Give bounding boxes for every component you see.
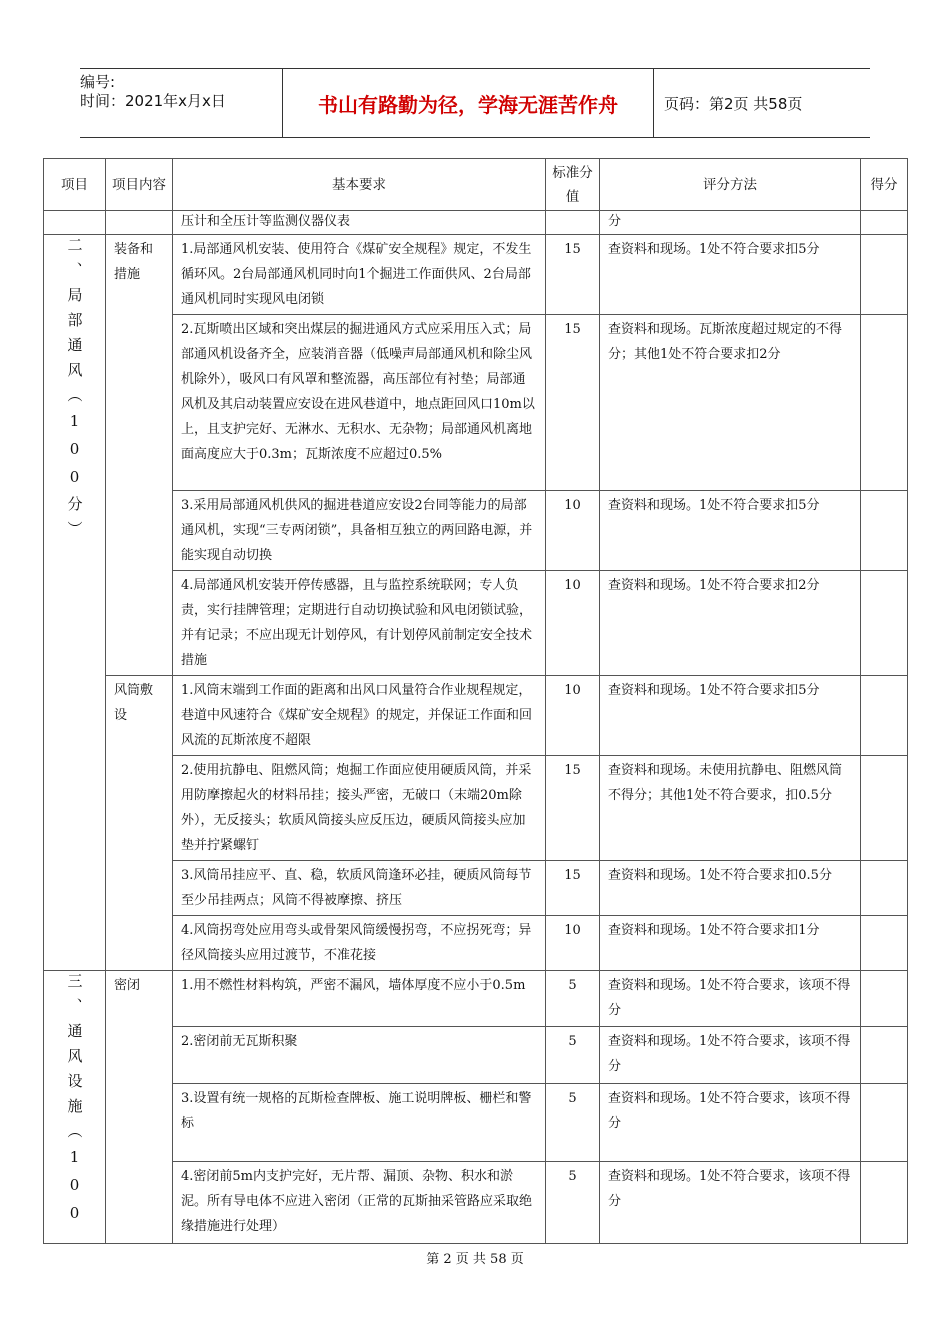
header-content: 项目内容 <box>106 159 173 211</box>
requirement-cell: 2.使用抗静电、阻燃风筒；炮掘工作面应使用硬质风筒，并采用防摩擦起火的材料吊挂；接头严密，无破口（末端20m除外），无反接头；软质风筒接头应反压边，硬质风筒接头应加垫并拧紧螺钉 <box>173 756 546 861</box>
subcategory-equipment: 装备和措施 <box>106 235 173 676</box>
score-cell <box>861 1161 908 1243</box>
requirement-cell: 1.局部通风机安装、使用符合《煤矿安全规程》规定，不发生循环风。2台局部通风机同时向1个掘进工作面供风、2台局部通风机同时实现风电闭锁 <box>173 235 546 315</box>
table-row <box>44 235 908 315</box>
table-row <box>44 211 908 235</box>
method-cell: 查资料和现场。1处不符合要求扣5分 <box>600 491 861 571</box>
table-row <box>44 315 908 491</box>
table-header-row <box>44 159 908 211</box>
standard-score-cell: 10 <box>546 676 600 756</box>
header-method: 评分方法 <box>600 159 861 211</box>
header-number-label: 编号: <box>80 73 116 91</box>
standard-score-cell: 5 <box>546 1027 600 1083</box>
page-footer: 第 2 页 共 58 页 <box>426 1252 524 1267</box>
standard-score-cell: 5 <box>546 1161 600 1243</box>
requirement-cell: 1.用不燃性材料构筑，严密不漏风，墙体厚度不应小于0.5m <box>173 971 546 1027</box>
score-cell <box>861 971 908 1027</box>
header-date: 时间：2021年x月x日 <box>80 92 226 110</box>
requirement-cell: 3.风筒吊挂应平、直、稳，软质风筒逢环必挂，硬质风筒每节至少吊挂两点；风筒不得被摩擦、挤压 <box>173 861 546 916</box>
header-project: 项目 <box>44 159 106 211</box>
method-cell: 查资料和现场。1处不符合要求，该项不得分 <box>600 1083 861 1161</box>
requirement-cell: 4.密闭前5m内支护完好，无片帮、漏顶、杂物、积水和淤泥。所有导电体不应进入密闭（正常的瓦斯抽采管路应采取绝缘措施进行处理） <box>173 1161 546 1243</box>
score-cell <box>861 571 908 676</box>
subcategory-duct-laying: 风筒敷设 <box>106 676 173 971</box>
score-cell <box>861 1083 908 1161</box>
score-cell <box>861 676 908 756</box>
score-cell <box>861 861 908 916</box>
method-cell: 查资料和现场。1处不符合要求，该项不得分 <box>600 971 861 1027</box>
standard-score-cell: 10 <box>546 571 600 676</box>
table-row <box>44 1083 908 1161</box>
score-cell <box>861 1027 908 1083</box>
method-cell: 查资料和现场。1处不符合要求扣5分 <box>600 676 861 756</box>
requirement-cell: 4.风筒拐弯处应用弯头或骨架风筒缓慢拐弯，不应拐死弯；异径风筒接头应用过渡节，不准花接 <box>173 916 546 971</box>
requirement-cell: 2.瓦斯喷出区域和突出煤层的掘进通风方式应采用压入式；局部通风机设备齐全，应装消音器（低噪声局部通风机和除尘风机除外），吸风口有风罩和整流器，高压部位有衬垫；局部通风机及其启动装置应安设在进风巷道中，地点距回风口10m以上，且支护完好、无淋水、无积水、无杂物；局部通风机离地面高度应大于0.3m；瓦斯浓度不应超过0.5% <box>173 315 546 491</box>
table-row <box>44 1027 908 1083</box>
standard-score-cell: 15 <box>546 861 600 916</box>
page-header <box>80 68 870 138</box>
requirement-cell: 2.密闭前无瓦斯积聚 <box>173 1027 546 1083</box>
standard-score-cell: 10 <box>546 916 600 971</box>
table-row <box>44 676 908 756</box>
score-cell <box>861 315 908 491</box>
table-row <box>44 491 908 571</box>
scoring-table <box>43 158 908 1244</box>
table-row <box>44 756 908 861</box>
standard-score-cell: 10 <box>546 491 600 571</box>
method-cell: 查资料和现场。1处不符合要求，该项不得分 <box>600 1161 861 1243</box>
standard-score-cell: 15 <box>546 235 600 315</box>
method-cell: 查资料和现场。1处不符合要求扣2分 <box>600 571 861 676</box>
method-cell: 查资料和现场。1处不符合要求，该项不得分 <box>600 1027 861 1083</box>
category-ventilation-facilities: 三、通风设施（100 <box>44 971 106 1244</box>
requirement-cell: 3.采用局部通风机供风的掘进巷道应安设2台同等能力的局部通风机，实现“三专两闭锁”，具备相互独立的两回路电源，并能实现自动切换 <box>173 491 546 571</box>
score-cell <box>861 916 908 971</box>
table-row <box>44 971 908 1027</box>
requirement-cell: 压计和全压计等监测仪器仪表 <box>173 211 546 235</box>
table-row <box>44 1161 908 1243</box>
method-cell: 查资料和现场。瓦斯浓度超过规定的不得分；其他1处不符合要求扣2分 <box>600 315 861 491</box>
standard-score-cell: 15 <box>546 315 600 491</box>
standard-score-cell: 15 <box>546 756 600 861</box>
requirement-cell: 3.设置有统一规格的瓦斯检查牌板、施工说明牌板、栅栏和警标 <box>173 1083 546 1161</box>
standard-score-cell: 5 <box>546 1083 600 1161</box>
header-slogan: 书山有路勤为径，学海无涯苦作舟 <box>282 69 654 137</box>
header-standard-score: 标准分值 <box>546 159 600 211</box>
score-cell <box>861 235 908 315</box>
method-cell: 查资料和现场。1处不符合要求扣0.5分 <box>600 861 861 916</box>
method-cell: 查资料和现场。1处不符合要求扣5分 <box>600 235 861 315</box>
header-page-info: 页码：第2页 共58页 <box>664 94 803 113</box>
table-row <box>44 571 908 676</box>
score-cell <box>861 491 908 571</box>
table-row <box>44 916 908 971</box>
method-cell: 查资料和现场。1处不符合要求扣1分 <box>600 916 861 971</box>
requirement-cell: 1.风筒末端到工作面的距离和出风口风量符合作业规程规定，巷道中风速符合《煤矿安全规程》的规定，并保证工作面和回风流的瓦斯浓度不超限 <box>173 676 546 756</box>
header-score: 得分 <box>861 159 908 211</box>
subcategory-seal: 密闭 <box>106 971 173 1244</box>
header-requirement: 基本要求 <box>173 159 546 211</box>
table-row <box>44 861 908 916</box>
method-cell: 分 <box>600 211 861 235</box>
header-meta <box>80 69 280 141</box>
standard-score-cell: 5 <box>546 971 600 1027</box>
method-cell: 查资料和现场。未使用抗静电、阻燃风筒不得分；其他1处不符合要求，扣0.5分 <box>600 756 861 861</box>
requirement-cell: 4.局部通风机安装开停传感器，且与监控系统联网；专人负责，实行挂牌管理；定期进行自动切换试验和风电闭锁试验，并有记录；不应出现无计划停风，有计划停风前制定安全技术措施 <box>173 571 546 676</box>
category-local-ventilation: 二、局部通风（100分） <box>44 235 106 971</box>
score-cell <box>861 756 908 861</box>
